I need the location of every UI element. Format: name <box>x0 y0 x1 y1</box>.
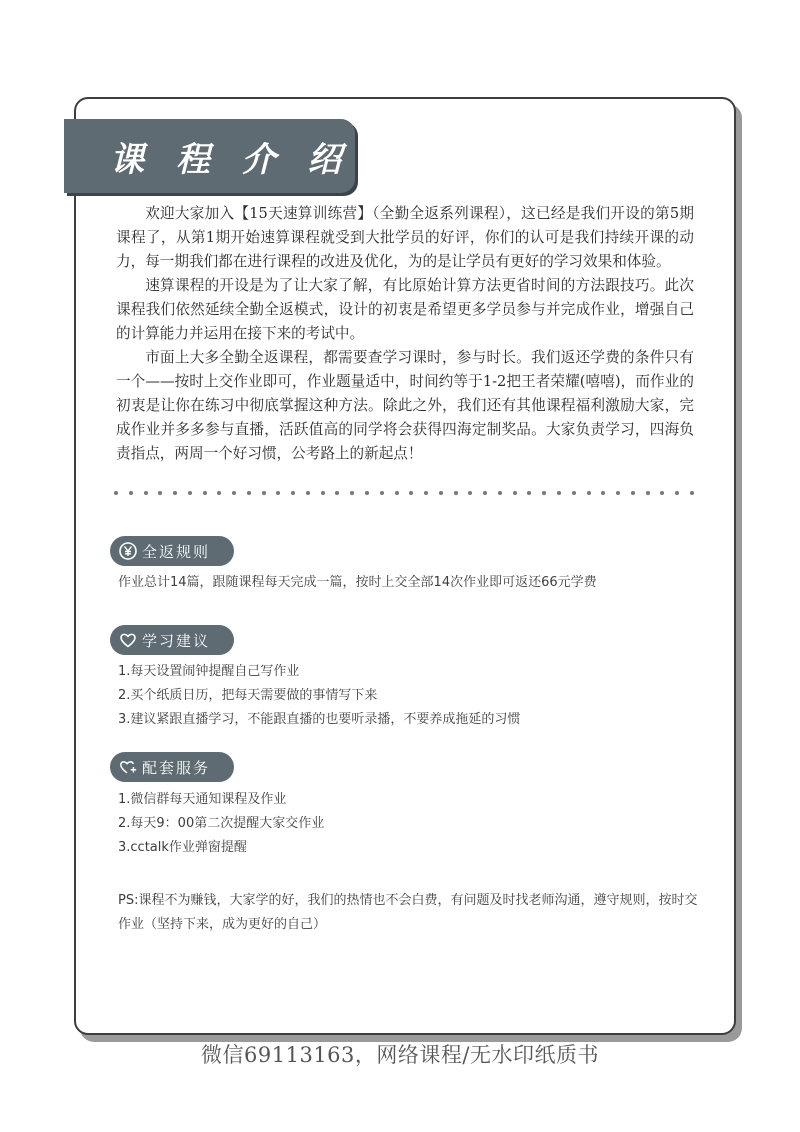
title-banner <box>64 119 355 193</box>
advice-item: 1.每天设置闹钟提醒自己写作业 <box>118 664 300 679</box>
yen-coin-icon <box>118 541 138 561</box>
service-item: 3.cctalk作业弹窗提醒 <box>118 840 247 855</box>
intro-text <box>116 202 694 466</box>
refund-rule-line: 作业总计14篇，跟随课程每天完成一篇，按时上交全部14次作业即可返还66元学费 <box>118 575 597 590</box>
heart-plus-icon <box>118 757 138 777</box>
services-title: 配套服务 <box>142 758 211 777</box>
ps-note: PS:课程不为赚钱，大家学的好，我们的热情也不会白费，有问题及时找老师沟通，遵守规则，按时交作业（坚持下来，成为更好的自己） <box>118 893 698 932</box>
study-advice-label <box>110 625 234 655</box>
intro-paragraph-3: 市面上大多全勤全返课程，都需要查学习课时，参与时长。我们返还学费的条件只有一个——按时上交作业即可，作业题量适中，时间约等于1-2把王者荣耀(嘻嘻)，而作业的初衷是让你在练习中彻底掌握这种方法。除此之外，我们还有其他课程福利激励大家，完成作业并多多参与直播，活跃值高的同学将会获得四海定制奖品。大家负责学习，四海负责指点，两周一个好习惯，公考路上的新起点！ <box>116 349 694 462</box>
refund-rules-label <box>110 536 234 566</box>
service-item: 2.每天9：00第二次提醒大家交作业 <box>118 816 325 831</box>
refund-rules-text <box>118 571 597 595</box>
page-title: 课 程 介 绍 <box>110 140 352 180</box>
advice-item: 3.建议紧跟直播学习，不能跟直播的也要听录播，不要养成拖延的习惯 <box>118 712 521 727</box>
dotted-divider <box>114 491 694 495</box>
services-label <box>110 752 234 782</box>
intro-paragraph-1: 欢迎大家加入【15天速算训练营】（全勤全返系列课程），这已经是我们开设的第5期课程了，从第1期开始速算课程就受到大批学员的好评，你们的认可是我们持续开课的动力，每一期我们都在进行课程的改进及优化，为的是让学员有更好的学习效果和体验。 <box>116 205 694 270</box>
study-advice-list <box>118 660 520 732</box>
watermark-text: 微信69113163，网络课程/无水印纸质书 <box>201 1043 599 1067</box>
intro-paragraph-2: 速算课程的开设是为了让大家了解，有比原始计算方法更省时间的方法跟技巧。此次课程我们依然延续全勤全返模式，设计的初衷是希望更多学员参与并完成作业，增强自己的计算能力并运用在接下来的考试中。 <box>116 277 694 342</box>
services-list <box>118 788 324 860</box>
study-advice-title: 学习建议 <box>142 631 211 650</box>
refund-rules-title: 全返规则 <box>142 542 211 561</box>
heart-icon <box>118 630 138 650</box>
advice-item: 2.买个纸质日历，把每天需要做的事情写下来 <box>118 688 378 703</box>
service-item: 1.微信群每天通知课程及作业 <box>118 792 287 807</box>
